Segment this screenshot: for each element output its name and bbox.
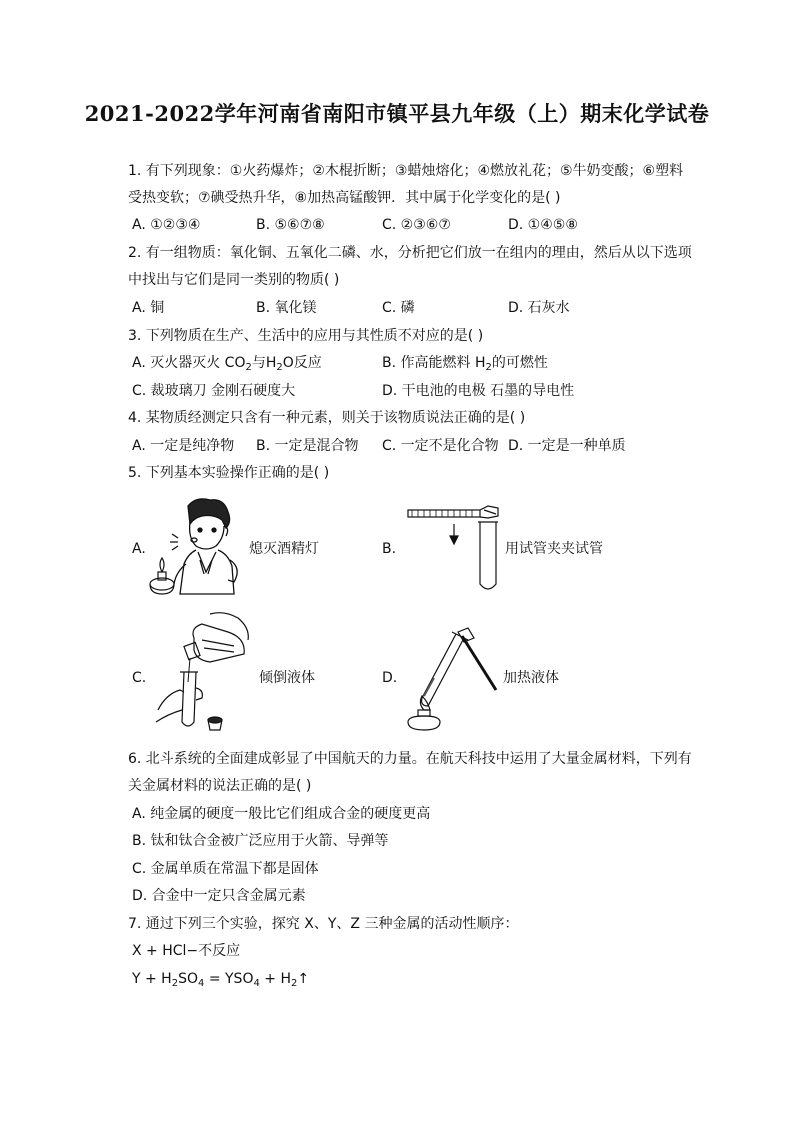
eq-y-sub1: 2 (171, 978, 179, 989)
figure-d-caption: 加热液体 (503, 670, 559, 686)
heating-liquid-figure (400, 626, 500, 732)
q3a-sub2: 2 (276, 362, 283, 373)
question-2-option-c: C. 磷 (382, 300, 415, 316)
question-4-line-1: 4. 某物质经测定只含有一种元素，则关于该物质说法正确的是( ) (128, 410, 526, 426)
question-6-line-1: 6. 北斗系统的全面建成彰显了中国航天的力量。在航天科技中运用了大量金属材料，下列有 (128, 751, 692, 767)
question-4-option-a: A. 一定是纯净物 (132, 438, 235, 454)
question-1-option-a: A. ①②③④ (132, 217, 201, 233)
question-3-option-b (382, 354, 548, 372)
q3b-sub: 2 (485, 362, 492, 373)
question-2-option-b: B. 氧化镁 (256, 300, 317, 316)
question-2-line-2: 中找出与它们是同一类别的物质( ) (128, 272, 340, 288)
figure-c-letter: C. (132, 670, 147, 686)
eq-y-sub2: 4 (198, 978, 205, 989)
question-6-option-c: C. 金属单质在常温下都是固体 (132, 861, 319, 877)
eq-y-part5: ↑ (297, 971, 310, 987)
question-7-equation-y (132, 970, 309, 988)
question-1-line-1: 1. 有下列现象：①火药爆炸；②木棍折断；③蜡烛熔化；④燃放礼花；⑤牛奶变酸；⑥塑料 (128, 163, 684, 179)
page-title: 2021-2022学年河南省南阳市镇平县九年级（上）期末化学试卷 (84, 101, 710, 126)
question-6-option-d: D. 合金中一定只含金属元素 (132, 888, 306, 904)
eq-y-part3: = YSO (204, 971, 254, 987)
figure-d-letter: D. (382, 670, 398, 686)
figure-a-caption: 熄灭酒精灯 (249, 541, 319, 557)
question-5-line-1: 5. 下列基本实验操作正确的是( ) (128, 465, 330, 481)
q3b-pre: B. 作高能燃料 H (382, 355, 486, 371)
question-4-option-b: B. 一定是混合物 (256, 438, 359, 454)
q3a-sub1: 2 (245, 362, 252, 373)
eq-y-sub3: 4 (253, 978, 260, 989)
q3a-post: O反应 (282, 355, 322, 371)
question-2-option-d: D. 石灰水 (508, 300, 570, 316)
figure-a-letter: A. (132, 541, 146, 557)
eq-y-part4: + H (259, 971, 292, 987)
q3a-mid: 与H (251, 355, 277, 371)
question-3-option-d: D. 干电池的电极 石墨的导电性 (382, 383, 575, 399)
eq-y-sub4: 2 (291, 978, 298, 989)
question-1-option-d: D. ①④⑤⑧ (508, 217, 578, 233)
figure-b-letter: B. (382, 541, 397, 557)
question-2-line-1: 2. 有一组物质：氧化铜、五氧化二磷、水，分析把它们放一在组内的理由，然后从以下选项 (128, 245, 692, 261)
question-7-line-1: 7. 通过下列三个实验，探究 X、Y、Z 三种金属的活动性顺序： (128, 916, 519, 932)
test-tube-clamp-figure (404, 502, 504, 600)
eq-y-part1: Y + H (132, 971, 172, 987)
question-6-option-b: B. 钛和钛合金被广泛应用于火箭、导弹等 (132, 833, 389, 849)
question-4-option-c: C. 一定不是化合物 (382, 438, 499, 454)
eq-y-part2: SO (178, 971, 198, 987)
q3a-pre: A. 灭火器灭火 CO (132, 355, 246, 371)
figure-c-caption: 倾倒液体 (259, 670, 315, 686)
question-2-option-a: A. 铜 (132, 300, 165, 316)
question-1-option-b: B. ⑤⑥⑦⑧ (256, 217, 325, 233)
figure-b-caption: 用试管夹夹试管 (505, 541, 603, 557)
question-4-option-d: D. 一定是一种单质 (508, 438, 626, 454)
boy-blowing-lamp-figure (148, 494, 248, 599)
question-3-option-a (132, 354, 322, 372)
question-6-line-2: 关金属材料的说法正确的是( ) (128, 778, 312, 794)
question-6-option-a: A. 纯金属的硬度一般比它们组成合金的硬度更高 (132, 806, 431, 822)
question-3-line-1: 3. 下列物质在生产、生活中的应用与其性质不对应的是( ) (128, 328, 484, 344)
question-1-option-c: C. ②③⑥⑦ (382, 217, 451, 233)
question-1-line-2: 受热变软；⑦碘受热升华，⑧加热高锰酸钾．其中属于化学变化的是( ) (128, 190, 561, 206)
pouring-liquid-figure (150, 610, 260, 735)
question-7-line-2: X + HCl−不反应 (132, 943, 241, 959)
q3b-post: 的可燃性 (491, 355, 548, 371)
question-3-option-c: C. 裁玻璃刀 金刚石硬度大 (132, 383, 296, 399)
